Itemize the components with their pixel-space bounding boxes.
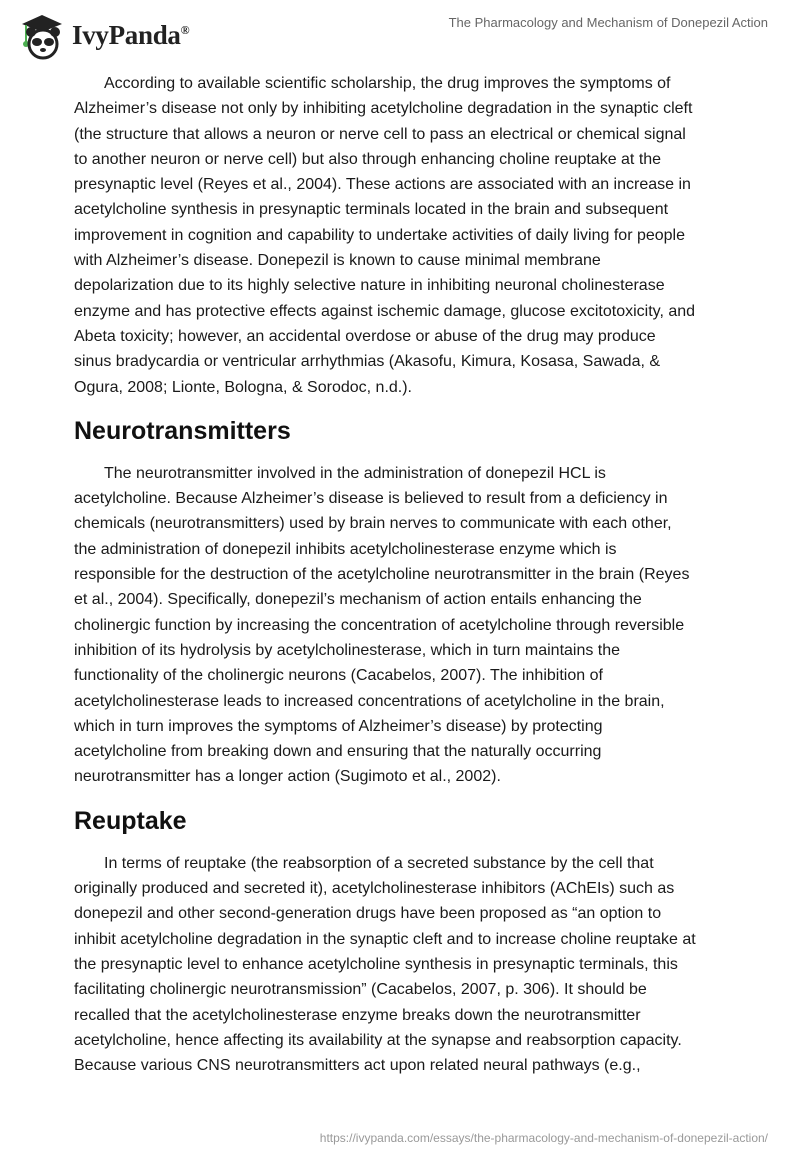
paragraph-line: inhibit acetylcholine degradation in the synaptic cleft and to increase choline reuptake at xyxy=(74,930,696,948)
paragraph-line: (the structure that allows a neuron or nerve cell to pass an electrical or chemical signal xyxy=(74,125,686,143)
paragraph-line: et al., 2004). Specifically, donepezil’s mechanism of action entails enhancing the xyxy=(74,591,642,609)
paragraph-line: with Alzheimer’s disease. Donepezil is known to cause minimal membrane xyxy=(74,252,601,270)
source-url-link[interactable]: https://ivypanda.com/essays/the-pharmacology-and-mechanism-of-donepezil-action/ xyxy=(319,1131,768,1145)
paragraph-line: enzyme and has protective effects against ischemic damage, glucose excitotoxicity, and xyxy=(74,302,696,320)
paragraph xyxy=(74,851,734,1079)
paragraph-line: acetylcholine synthesis in presynaptic terminals located in the brain and subsequent xyxy=(74,201,669,219)
paragraph-line: acetylcholinesterase leads to increased concentrations of acetylcholine in the brain, xyxy=(74,692,665,710)
paragraph-line: responsible for the destruction of the acetylcholine neurotransmitter in the brain (Reyes xyxy=(74,566,690,584)
paragraph-line: facilitating cholinergic neurotransmission” (Cacabelos, 2007, p. 306). It should be xyxy=(74,981,647,999)
section-heading: Neurotransmitters xyxy=(74,416,291,445)
paragraph-line: to another neuron or nerve cell) but also through enhancing choline reuptake at the xyxy=(74,150,662,168)
paragraph-line: In terms of reuptake (the reabsorption of a secreted substance by the cell that xyxy=(104,854,654,872)
paragraph-line: the administration of donepezil inhibits acetylcholinesterase enzyme which is xyxy=(74,540,617,558)
paragraph-line: which in turn improves the symptoms of Alzheimer’s disease) by protecting xyxy=(74,717,603,735)
paragraph-line: acetylcholine. Because Alzheimer’s disease is believed to result from a deficiency in xyxy=(74,490,668,508)
paragraph xyxy=(74,461,734,790)
paragraph-line: depolarization due to its highly selective nature in inhibiting neuronal cholinesterase xyxy=(74,277,665,295)
paragraph-line: originally produced and secreted it), acetylcholinesterase inhibitors (AChEIs) such as xyxy=(74,880,675,898)
registered-mark: ® xyxy=(180,22,190,37)
paragraph-line: cholinergic function by increasing the concentration of acetylcholine through reversible xyxy=(74,616,685,634)
paragraph-line: acetylcholine, hence affecting its availability at the synapse and reabsorption capacity. xyxy=(74,1031,682,1049)
paragraph-line: donepezil and other second-generation drugs have been proposed as “an option to xyxy=(74,905,662,923)
paragraph-line: The neurotransmitter involved in the administration of donepezil HCL is xyxy=(104,464,606,482)
paragraph-line: presynaptic level (Reyes et al., 2004). These actions are associated with an increase in xyxy=(74,176,691,194)
section-heading: Reuptake xyxy=(74,806,187,835)
paragraph-line: the presynaptic level to enhance acetylcholine synthesis in presynaptic terminals, this xyxy=(74,955,678,973)
paragraph-line: acetylcholine from breaking down and ensuring that the naturally occurring xyxy=(74,743,602,761)
paragraph-line: inhibition of its hydrolysis by acetylcholinesterase, which in turn maintains the xyxy=(74,641,621,659)
paragraph-line: recalled that the acetylcholinesterase enzyme breaks down the neurotransmitter xyxy=(74,1006,641,1024)
paragraph-line: According to available scientific scholarship, the drug improves the symptoms of xyxy=(104,75,671,92)
paragraph-line: Abeta toxicity; however, an accidental overdose or abuse of the drug may produce xyxy=(74,327,656,345)
paragraph-line: Ogura, 2008; Lionte, Bologna, & Sorodoc, n.d.). xyxy=(74,378,412,396)
paragraph-line: functionality of the cholinergic neurons (Cacabelos, 2007). The inhibition of xyxy=(74,667,603,685)
paragraph-line: sinus bradycardia or ventricular arrhythmias (Akasofu, Kimura, Kosasa, Sawada, & xyxy=(74,353,661,371)
essay-body xyxy=(74,71,734,1078)
ivypanda-logo[interactable] xyxy=(18,10,189,60)
paragraph xyxy=(74,71,734,400)
paragraph-line: improvement in cognition and capability to undertake activities of daily living for people xyxy=(74,226,686,244)
document-title: The Pharmacology and Mechanism of Donepezil Action xyxy=(448,15,768,30)
panda-graduate-icon xyxy=(18,10,66,60)
paragraph-line: Alzheimer’s disease not only by inhibiting acetylcholine degradation in the synaptic cleft xyxy=(74,100,693,118)
logo-text: IvyPanda xyxy=(72,19,181,50)
paragraph-line: Because various CNS neurotransmitters act upon related neural pathways (e.g., xyxy=(74,1057,641,1075)
paragraph-line: chemicals (neurotransmitters) used by brain nerves to communicate with each other, xyxy=(74,515,672,533)
paragraph-line: neurotransmitter has a longer action (Sugimoto et al., 2002). xyxy=(74,768,501,786)
